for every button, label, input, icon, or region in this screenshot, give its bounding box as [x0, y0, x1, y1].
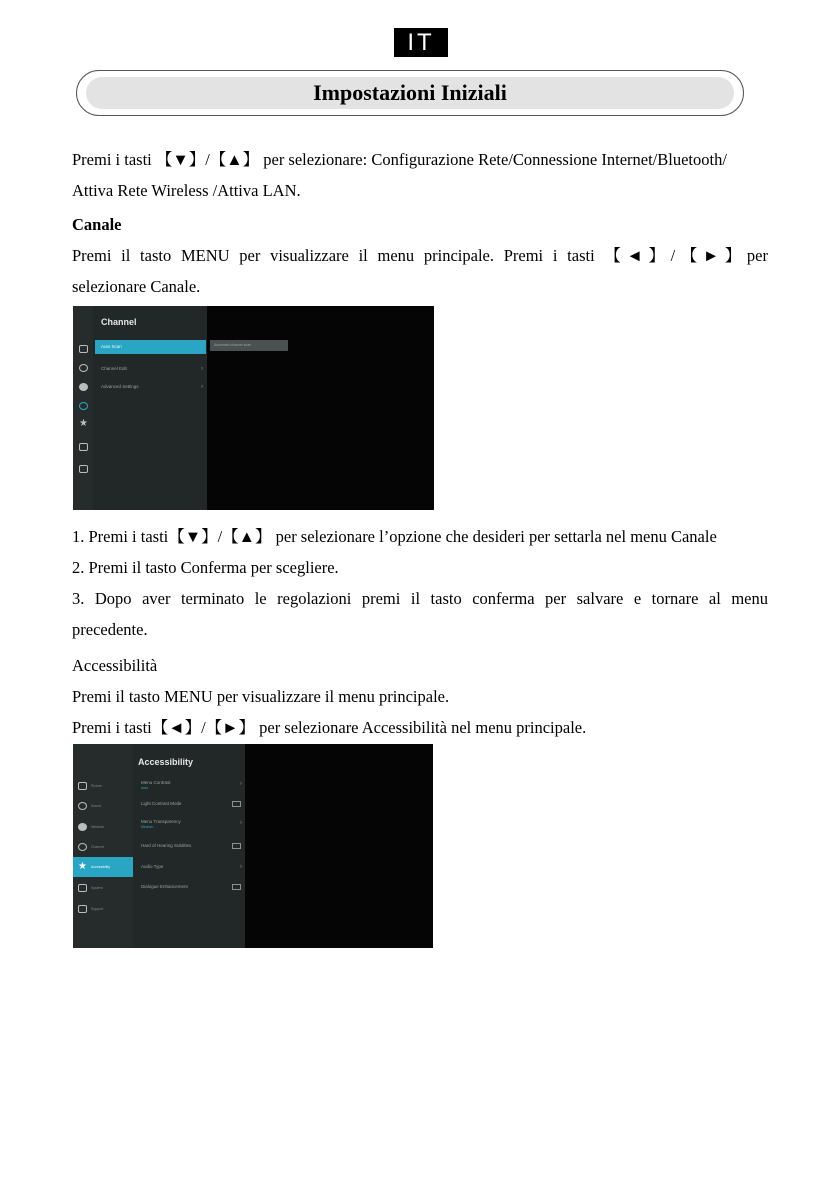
rail-label-accessibility[interactable]: Accessibility	[91, 865, 111, 869]
chevron-right-icon: ›	[240, 781, 242, 787]
picture-icon	[78, 782, 87, 790]
chevron-right-icon: ›	[201, 384, 203, 390]
intro-line-2: Attiva Rete Wireless /Attiva LAN.	[72, 181, 301, 200]
channel-header: Channel	[101, 317, 137, 327]
menu-item-advanced-settings[interactable]: Advanced Settings ›	[95, 380, 206, 394]
rail-label-system[interactable]: System	[91, 886, 103, 890]
menu-item-dialogue-enhancement[interactable]: Dialogue Enhancement	[135, 880, 245, 894]
chevron-right-icon: ›	[240, 820, 242, 826]
channel-icon	[79, 402, 88, 410]
menu-transparency-value: Medium	[141, 825, 154, 829]
accessibilita-line-1: Premi il tasto MENU per visualizzare il menu principale.	[72, 687, 450, 706]
intro-line-1: Premi i tasti 【▼】/【▲】 per selezionare: Configurazione Rete/Connessione Internet/Bluetooth/	[72, 150, 727, 169]
toggle-icon[interactable]	[232, 843, 241, 849]
system-icon	[79, 443, 88, 451]
network-icon	[79, 383, 88, 391]
step-3-line-2: precedente.	[72, 620, 148, 639]
menu-item-channel-edit[interactable]: Channel Edit ›	[95, 362, 206, 376]
sound-icon	[79, 364, 88, 372]
support-icon	[78, 905, 87, 913]
canale-line-1: Premi il tasto MENU per visualizzare il menu principale. Premi i tasti 【◄】/【►】per	[72, 246, 768, 265]
rail-label-support[interactable]: Support	[91, 907, 104, 911]
menu-item-menu-contrast[interactable]: Menu Contrast Auto ›	[135, 777, 245, 795]
menu-contrast-value: Auto	[141, 786, 149, 790]
canale-line-2: selezionare Canale.	[72, 277, 201, 296]
channel-icon	[78, 843, 87, 851]
intro-paragraph	[72, 144, 768, 206]
network-icon	[78, 823, 87, 831]
canale-steps	[72, 521, 768, 645]
toggle-icon[interactable]	[232, 801, 241, 807]
channel-menu-screenshot	[73, 306, 434, 510]
accessibility-header: Accessibility	[138, 757, 194, 767]
menu-item-light-contrast-mode[interactable]: Light Contrast Mode	[135, 797, 245, 811]
language-badge: IT	[394, 28, 448, 57]
accessibility-icon: ★	[79, 418, 88, 429]
canale-heading: Canale	[72, 215, 122, 234]
chevron-right-icon: ›	[240, 864, 242, 870]
accessibilita-paragraph	[72, 650, 768, 743]
chevron-right-icon: ›	[201, 366, 203, 372]
rail-label-sound[interactable]: Sound	[91, 804, 102, 808]
canale-paragraph	[72, 240, 768, 302]
accessibility-menu-screenshot	[73, 744, 433, 948]
page-title: Impostazioni Iniziali	[86, 77, 734, 109]
channel-panel	[93, 306, 207, 510]
sound-icon	[78, 802, 87, 810]
menu-item-auto-scan[interactable]: Auto Scan ›	[95, 340, 206, 354]
menu-item-audio-type[interactable]: Audio Type ›	[135, 860, 245, 874]
support-icon	[79, 465, 88, 473]
accessibilita-line-2: Premi i tasti【◄】/【►】 per selezionare Accessibilità nel menu principale.	[72, 718, 587, 737]
section-title-frame	[76, 70, 744, 116]
system-icon	[78, 884, 87, 892]
rail-label-picture[interactable]: Picture	[91, 784, 102, 788]
step-2: 2. Premi il tasto Conferma per scegliere.	[72, 558, 339, 577]
accessibility-icon: ★	[78, 861, 87, 872]
rail-label-channel[interactable]: Channel	[91, 845, 105, 849]
menu-item-menu-transparency[interactable]: Menu Transparency Medium ›	[135, 816, 245, 836]
step-3-line-1: 3. Dopo aver terminato le regolazioni premi il tasto conferma per salvare e tornare al menu	[72, 589, 768, 608]
menu-item-hard-of-hearing-subtitles[interactable]: Hard of Hearing Subtitles	[135, 839, 245, 853]
chevron-right-icon: ›	[201, 344, 203, 350]
picture-icon	[79, 345, 88, 353]
submenu-tooltip: Automatic channel scan	[210, 340, 288, 351]
step-1: 1. Premi i tasti【▼】/【▲】 per selezionare l’opzione che desideri per settarla nel menu Canale	[72, 527, 717, 546]
rail-label-network[interactable]: Network	[91, 825, 104, 829]
accessibilita-heading: Accessibilità	[72, 656, 158, 675]
toggle-icon[interactable]	[232, 884, 241, 890]
